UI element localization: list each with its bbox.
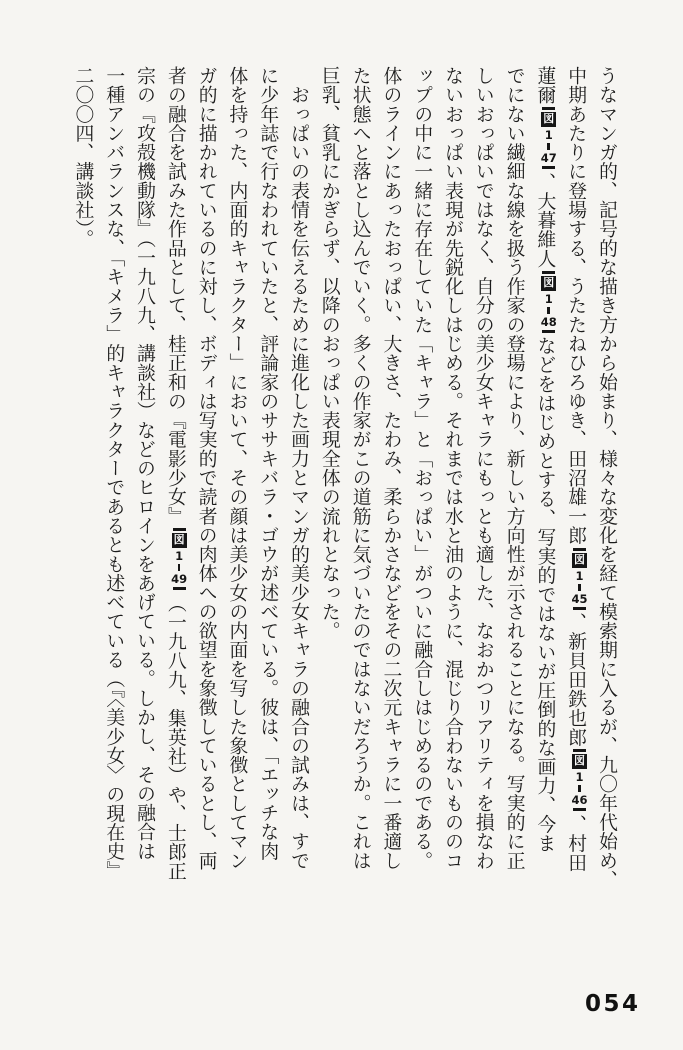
- page-number: 054: [585, 991, 641, 1017]
- vertical-text-block: [65, 66, 621, 914]
- figure-reference-badge: 図 1 46: [572, 749, 588, 811]
- text-column: でにない繊細な線を扱う作家の登場により、新しい方向性が示されることになる。写実的に正: [503, 66, 525, 870]
- figure-reference-badge: 図 1 48: [541, 271, 557, 333]
- text-column: ないおっぱい表現が先鋭化しはじめる。それまでは水と油のように、混じり合わないもののコ: [442, 66, 464, 870]
- text-column: 巨乳、貧乳にかぎらず、以降のおっぱい表現全体の流れとなった。: [318, 66, 340, 641]
- text-column: ガ的に描かれているのに対し、ボディは写実的で読者の肉体への欲望を象徴しているとし、両: [195, 66, 217, 870]
- text-column: 二〇〇四、講談社）。: [72, 66, 94, 249]
- text-column: 体のラインにあったおっぱい、大きさ、たわみ、柔らかさなどをその二次元キャラに一番適し: [380, 66, 402, 870]
- text-column: た状態へと落とし込んでいく。多くの作家がこの道筋に気づいたのではないだろうか。これは: [349, 66, 371, 870]
- text-column: 宗の『攻殻機動隊』（一九八九、講談社）などのヒロインをあげている。しかし、その融合は: [134, 66, 156, 861]
- text-column: 一種アンバランスな、「キメラ」的キャラクターであるとも述べている（『〈美少女〉の現在史』: [103, 66, 125, 880]
- text-column: 体を持った、内面的キャラクター」において、その顔は美少女の内面を写した象徴としてマン: [226, 66, 248, 870]
- text-column: に少年誌で行なわれていたと、評論家のササキバラ・ゴウが述べている。彼は、「エッチな肉: [257, 66, 279, 861]
- text-column: 中期あたりに登場する、うたたねひろゆき、田沼雄一郎 図 1 45 、新貝田鉄也郎 図 1 46 、村田: [565, 66, 588, 872]
- text-column: しいおっぱいではなく、自分の美少女キャラにもっとも適した、なおかつリアリティを損なわ: [472, 66, 494, 870]
- text-column: 者の融合を試みた作品として、桂正和の『電影少女』 図 1 49 （一九八九、集英社）や、士郎正: [164, 66, 188, 881]
- text-column: うなマンガ的、記号的な描き方から始まり、様々な変化を経て模索期に入るが、九〇年代始め、: [596, 66, 617, 890]
- figure-reference-badge: 図 1 47: [541, 107, 557, 169]
- figure-reference-badge: 図 1 49: [171, 528, 187, 590]
- figure-reference-badge: 図 1 45: [572, 548, 588, 610]
- text-column: ップの中に一緒に存在していた「キャラ」と「おっぱい」がついに融合しはじめるのである。: [411, 66, 433, 870]
- text-column: 蓮爾 図 1 47 、大暮維人 図 1 48 などをはじめとする、写実的ではないが圧倒的な画力、今ま: [534, 66, 557, 853]
- text-column: おっぱいの表情を伝えるために進化した画力とマンガ的美少女キャラの融合の試みは、すで: [288, 66, 310, 870]
